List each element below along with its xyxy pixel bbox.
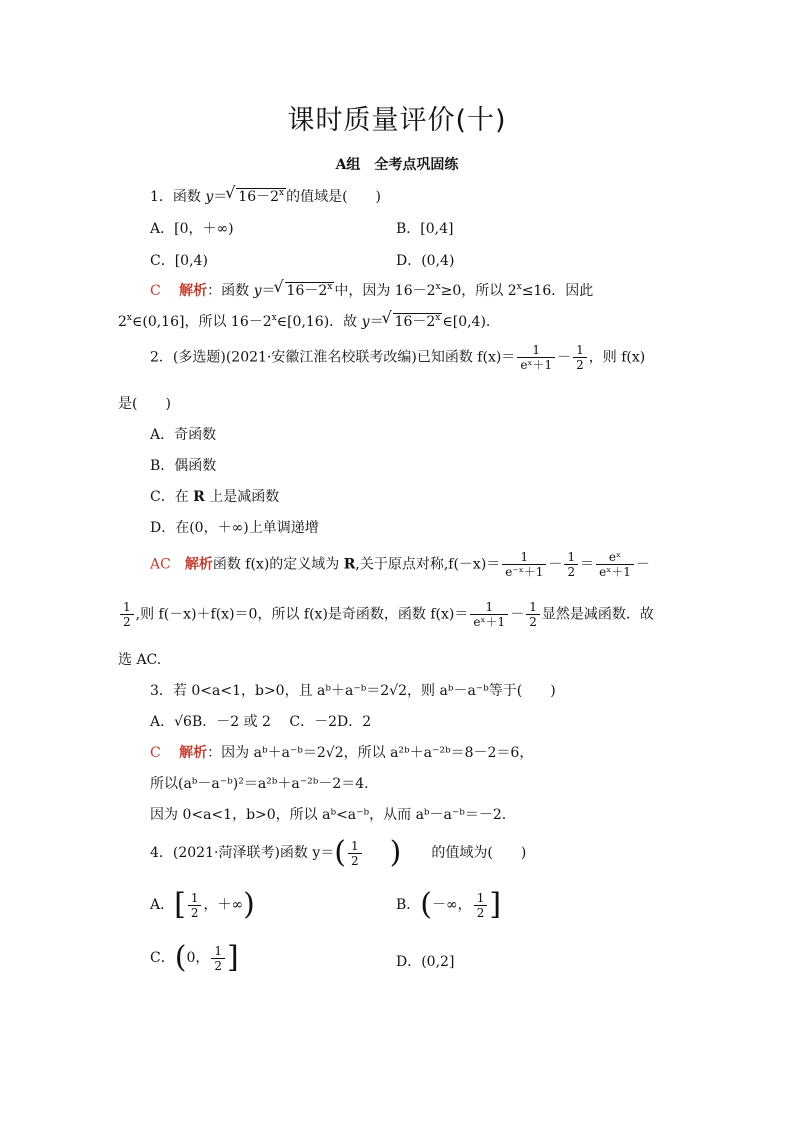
q2-stem: 2．(多选题)(2021·安徽江淮名校联考改编)已知函数 f(x)＝ $\frac{1}{\text{eˣ＋1}}$ － $\frac{1}{2}$ ，则 f(x) xyxy=(150,343,646,372)
q1-option-c: C．[0,4) xyxy=(150,253,208,269)
q3-solution-line2: 所以(aᵇ－a⁻ᵇ)²＝a²ᵇ＋a⁻²ᵇ－2＝4. xyxy=(150,776,369,792)
q2-option-c: C．在 R 上是减函数 xyxy=(150,489,280,505)
q1-stem: 1．函数 y＝√ $16-2^x$ 的值域是( ) xyxy=(150,186,381,206)
q2-solution-line1: AC 解析函数 f(x)的定义域为 R,关于原点对称,f(－x)＝ $\frac{1}{\text{e⁻ˣ＋1}}$ － $\frac{1}{2}$ ＝ $\frac{\text{eˣ}}{\text{eˣ＋1}}$ － xyxy=(150,550,650,579)
q4-option-d: D．(0,2] xyxy=(396,954,455,970)
q4-option-b: B．(－∞， $\frac{1}{2}$ ] xyxy=(396,887,502,922)
page-title: 课时质量评价(十) xyxy=(287,105,507,136)
q2-solution-line3: 选 AC. xyxy=(118,652,162,668)
q1-option-b: B．[0,4] xyxy=(396,221,454,237)
q1-answer: C xyxy=(150,283,161,299)
q3-answer: C xyxy=(150,745,161,761)
q2-answer: AC xyxy=(150,556,171,573)
q1-jiexi-label: 解析 xyxy=(179,283,208,299)
q3-solution-line3: 因为 0<a<1，b>0，所以 aᵇ<a⁻ᵇ，从而 aᵇ－a⁻ᵇ＝－2. xyxy=(150,807,507,823)
q3-options: A．√6B．－2 或 2 C．－2D．2 xyxy=(150,714,372,730)
q2-jiexi-label: 解析 xyxy=(184,556,213,573)
q4-stem: 4．(2021·菏泽联考)函数 y＝( $\frac{1}{2}$ ) 的值域为( ) xyxy=(150,835,527,870)
q4-option-a: A．[ $\frac{1}{2}$ ，＋∞) xyxy=(150,887,255,922)
q3-jiexi-label: 解析 xyxy=(179,745,208,761)
q4-option-c: C．(0， $\frac{1}{2}$ ] xyxy=(150,940,239,975)
sqrt-symbol: √ $16-2^x$ xyxy=(227,186,286,206)
q1-solution-line1: C 解析：函数 y＝√ $16-2^x$ 中，因为 $16-2^x\ge 0$，所以 $2^x\le 16$．因此 xyxy=(150,280,593,300)
q1-option-a: A．[0，＋∞) xyxy=(150,221,234,237)
fraction: $\frac{1}{\text{eˣ＋1}}$ xyxy=(517,343,555,372)
q2-solution-line2: $\frac{1}{2}$ ,则 f(－x)＋f(x)＝0，所以 f(x)是奇函数，函数 f(x)＝ $\frac{1}{\text{eˣ＋1}}$ － $\frac{1}{2}$ 显然是减函数．故 xyxy=(118,600,654,629)
q2-option-a: A．奇函数 xyxy=(150,427,217,443)
fraction: $\frac{1}{2}$ xyxy=(573,343,587,372)
group-heading: A组 全考点巩固练 xyxy=(335,157,459,173)
q2-option-b: B．偶函数 xyxy=(150,458,217,474)
q2-stem-cont: 是( ) xyxy=(118,396,171,412)
q2-option-d: D．在(0，＋∞)上单调递增 xyxy=(150,520,319,536)
q1-solution-line2: 2$^x$∈(0,16]，所以 $16-2^x\in[0,16)$．故 y＝√ $16-2^x$ ∈[0,4). xyxy=(118,311,490,331)
q3-stem: 3．若 0<a<1，b>0，且 aᵇ＋a⁻ᵇ＝2√2，则 aᵇ－a⁻ᵇ等于( ) xyxy=(150,683,556,699)
q3-solution-line1: C 解析：因为 aᵇ＋a⁻ᵇ＝2√2，所以 a²ᵇ＋a⁻²ᵇ＝8－2＝6， xyxy=(150,745,534,761)
q1-option-d: D．(0,4) xyxy=(396,253,455,269)
